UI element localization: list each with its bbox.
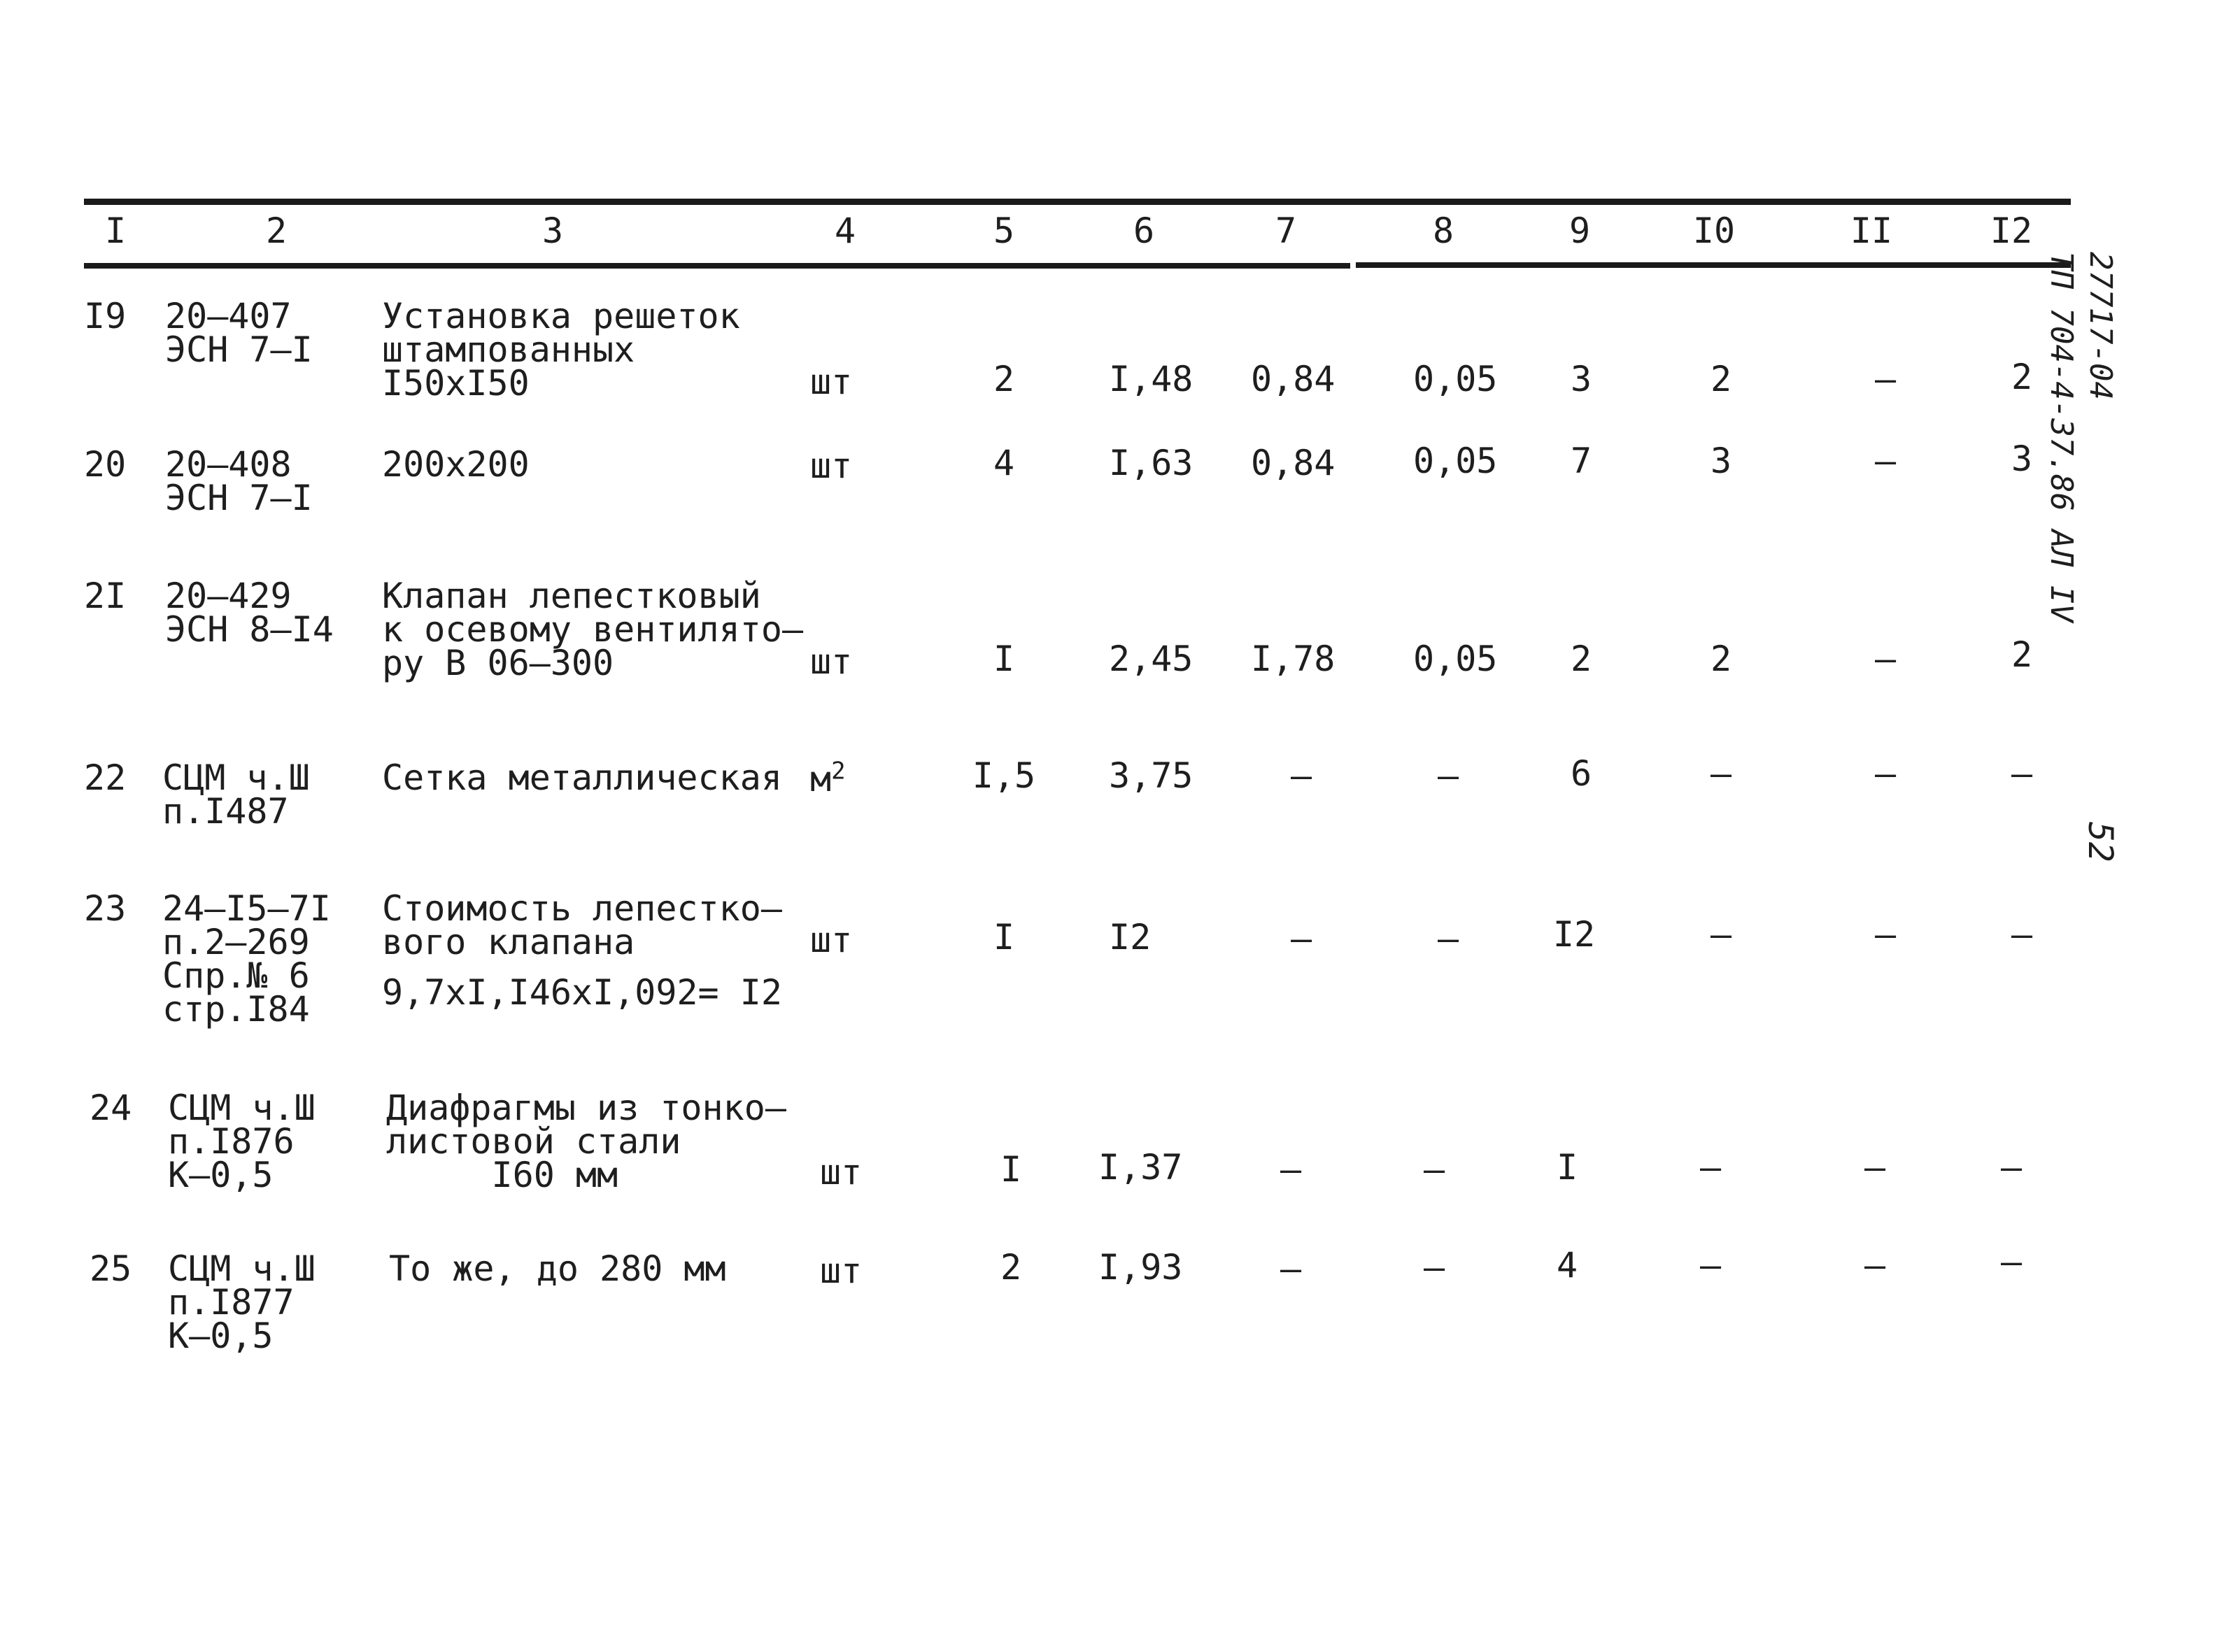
header-col-8: 8 [1432,211,1454,251]
row-col-12: – [2011,914,2033,955]
row-col-10: – [1699,1245,1722,1286]
row-col-9: 3 [1570,359,1592,399]
row-col-10: 2 [1710,359,1732,399]
row-code: 20–407 ЭСН 7–I [165,296,313,370]
row-col-11: – [1874,359,1897,399]
row-unit: шт [810,920,853,960]
header-col-9: 9 [1568,211,1591,251]
page-number: 52 [2081,822,2120,862]
row-description: Сетка металлическая [382,757,782,798]
row-col-8: 0,05 [1413,359,1498,399]
row-col-6: 3,75 [1109,755,1194,796]
row-col-6: I,63 [1109,443,1194,483]
row-col-8: – [1423,1247,1445,1288]
margin-line-2: ТП 704-4-37.86 АЛ IV [2044,252,2079,622]
row-description: Установка решеток штампованных I50xI50 [382,296,740,404]
header-col-7: 7 [1275,211,1297,251]
row-col-6: 2,45 [1109,639,1194,679]
unit-base: м [810,759,832,799]
row-code: СЦМ ч.Ш п.I487 [162,757,310,832]
table-top-rule [84,199,2071,205]
row-unit: шт [810,362,853,402]
row-unit: шт [810,446,853,486]
row-col-12: 3 [2011,439,2033,479]
row-col-6: I2 [1109,917,1152,957]
header-col-2: 2 [265,211,288,251]
header-col-5: 5 [993,211,1015,251]
row-col-5: I [1000,1149,1022,1190]
row-unit: шт [820,1251,863,1291]
row-col-12: 2 [2011,634,2033,675]
row-col-10: – [1699,1147,1722,1188]
row-col-12: 2 [2011,357,2033,397]
row-col-8: – [1423,1149,1445,1190]
row-col-7: – [1280,1248,1302,1289]
row-number: 23 [84,888,127,929]
row-number: 20 [84,444,127,485]
header-col-11: II [1850,211,1893,251]
row-code: 20–408 ЭСН 7–I [165,444,313,518]
row-col-12: – [2000,1241,2023,1282]
row-col-7: 0,84 [1251,359,1336,399]
row-col-6: I,48 [1109,359,1194,399]
row-col-11: – [1874,753,1897,794]
row-col-5: I [993,917,1015,957]
header-col-3: 3 [541,211,564,251]
row-description: 200x200 [382,444,530,485]
row-number: 25 [90,1248,132,1289]
row-number: I9 [84,296,127,336]
row-col-7: 0,84 [1251,443,1336,483]
row-number: 22 [84,757,127,798]
row-col-11: – [1874,639,1897,679]
row-col-11: – [1864,1147,1886,1188]
row-code: СЦМ ч.Ш п.I876 К–0,5 [168,1088,316,1195]
row-description: То же, до 280 мм [389,1248,726,1289]
header-bottom-rule-left [84,263,1350,269]
unit-superscript: 2 [831,757,846,785]
row-col-6: I,93 [1098,1247,1183,1288]
row-code: 20–429 ЭСН 8–I4 [165,576,334,650]
row-description: Диафрагмы из тонко– листовой стали I60 мм [386,1088,786,1195]
row-col-12: – [2011,753,2033,794]
row-col-5: I [993,639,1015,679]
row-unit: шт [820,1152,863,1192]
row-calculation: 9,7xI,I46xI,092= I2 [382,972,782,1013]
row-col-7: I,78 [1251,639,1336,679]
header-col-4: 4 [834,211,856,251]
row-description: Стоимость лепестко– вого клапана [382,888,782,962]
row-description: Клапан лепестковый к осевому вентилято– ру В 06–300 [382,576,804,683]
row-col-5: 4 [993,443,1015,483]
row-col-8: – [1437,755,1459,796]
row-number: 2I [84,576,127,616]
row-col-8: – [1437,918,1459,959]
row-col-9: I2 [1552,914,1596,955]
header-col-1: I [104,211,127,251]
row-col-9: 4 [1556,1245,1578,1286]
row-col-10: 3 [1710,441,1732,481]
row-col-6: I,37 [1098,1147,1183,1188]
row-col-10: – [1710,753,1732,794]
row-col-9: 7 [1570,441,1592,481]
row-col-8: 0,05 [1413,639,1498,679]
row-col-7: – [1290,918,1312,959]
header-col-6: 6 [1133,211,1155,251]
row-number: 24 [90,1088,132,1128]
row-col-9: I [1556,1147,1578,1188]
margin-line-1: 27717-04 [2083,252,2118,400]
row-unit [810,757,846,799]
header-col-10: I0 [1692,211,1736,251]
margin-document-code [2041,252,2120,622]
row-col-11: – [1864,1245,1886,1286]
row-unit: шт [810,641,853,682]
row-col-7: – [1280,1149,1302,1190]
header-bottom-rule-right [1356,262,2071,268]
row-col-10: – [1710,914,1732,955]
row-col-9: 6 [1570,753,1592,794]
row-col-8: 0,05 [1413,441,1498,481]
row-col-5: 2 [1000,1247,1022,1288]
row-col-7: – [1290,755,1312,796]
row-col-11: – [1874,441,1897,481]
row-col-5: I,5 [972,755,1036,796]
row-col-12: – [2000,1147,2023,1188]
header-col-12: I2 [1990,211,2033,251]
row-col-9: 2 [1570,639,1592,679]
row-col-11: – [1874,914,1897,955]
row-col-5: 2 [993,359,1015,399]
row-col-10: 2 [1710,639,1732,679]
row-code: 24–I5–7I п.2–269 Спр.№ 6 стр.I84 [162,888,331,1030]
row-code: СЦМ ч.Ш п.I877 К–0,5 [168,1248,316,1356]
